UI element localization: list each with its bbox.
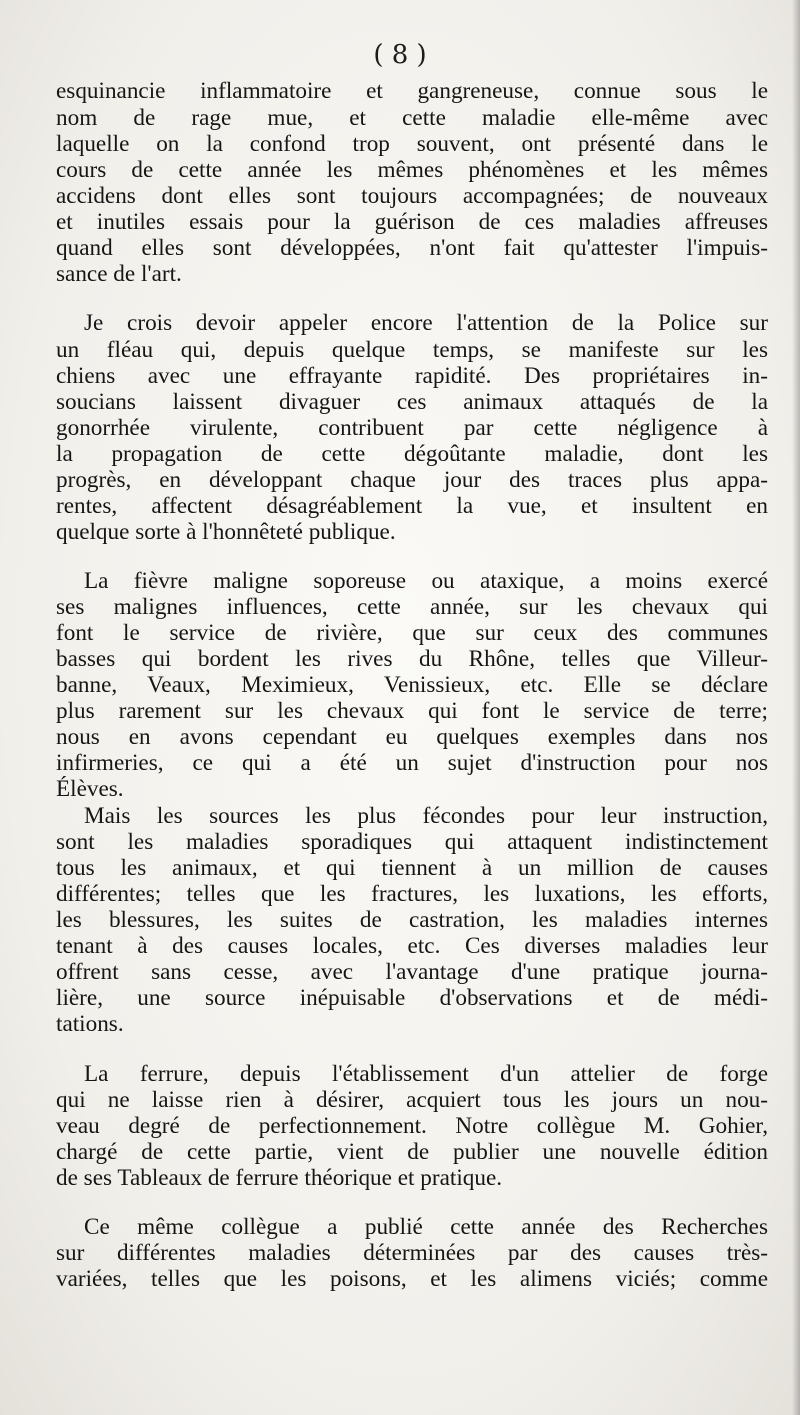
text-line: sur différentes maladies déterminées par des causes très- [56,1240,768,1266]
text-line: lière, une source inépuisable d'observations et de médi- [56,985,768,1011]
text-line: progrès, en développant chaque jour des traces plus appa- [56,467,768,493]
text-line: tenant à des causes locales, etc. Ces diverses maladies leur [56,933,768,959]
text-line: veau degré de perfectionnement. Notre collègue M. Gohier, [56,1113,768,1139]
text-line: Mais les sources les plus fécondes pour leur instruction, [84,803,768,829]
text-line: tous les animaux, et qui tiennent à un million de causes [56,855,768,881]
text-line: La ferrure, depuis l'établissement d'un attelier de forge [84,1061,768,1087]
text-line: chargé de cette partie, vient de publier une nouvelle édition [56,1139,768,1165]
text-line: esquinancie inflammatoire et gangreneuse, connue sous le [56,78,768,104]
text-line: gonorrhée virulente, contribuent par cette négligence à [56,415,768,441]
text-line: laquelle on la confond trop souvent, ont présenté dans le [56,131,768,157]
text-line: différentes; telles que les fractures, les luxations, les efforts, [56,881,768,907]
text-line: Je crois devoir appeler encore l'attention de la Police sur [84,310,768,336]
text-line: quelque sorte à l'honnêteté publique. [56,519,396,545]
text-line: cours de cette année les mêmes phénomènes et les mêmes [56,157,768,183]
text-line: soucians laissent divaguer ces animaux attaqués de la [56,389,768,415]
text-line: les blessures, les suites de castration, les maladies internes [56,907,768,933]
page-edge-shadow [792,0,800,1415]
text-line: ses malignes influences, cette année, sur les chevaux qui [56,594,768,620]
text-line: rentes, affectent désagréablement la vue, et insultent en [56,493,768,519]
text-line: font le service de rivière, que sur ceux des communes [56,620,768,646]
text-line: de ses Tableaux de ferrure théorique et pratique. [56,1165,503,1191]
text-line: variées, telles que les poisons, et les alimens viciés; comme [56,1266,768,1292]
text-line: Élèves. [56,776,124,802]
text-line: plus rarement sur les chevaux qui font le service de terre; [56,698,768,724]
text-line: Ce même collègue a publié cette année des Recherches [84,1214,768,1240]
text-line: offrent sans cesse, avec l'avantage d'une pratique journa- [56,959,768,985]
text-line: sont les maladies sporadiques qui attaquent indistinctement [56,829,768,855]
text-line: nous en avons cependant eu quelques exemples dans nos [56,724,768,750]
text-line: basses qui bordent les rives du Rhône, telles que Villeur- [56,646,768,672]
text-line: banne, Veaux, Meximieux, Venissieux, etc. Elle se déclare [56,672,768,698]
text-line: la propagation de cette dégoûtante maladie, dont les [56,441,768,467]
text-line: quand elles sont développées, n'ont fait qu'attester l'impuis- [56,235,768,261]
text-line: infirmeries, ce qui a été un sujet d'instruction pour nos [56,750,768,776]
text-line: qui ne laisse rien à désirer, acquiert tous les jours un nou- [56,1087,768,1113]
text-line: nom de rage mue, et cette maladie elle-même avec [56,105,768,131]
text-line: tations. [56,1011,124,1037]
page-number: ( 8 ) [373,40,427,70]
text-line: accidens dont elles sont toujours accompagnées; de nouveaux [56,183,768,209]
text-line: sance de l'art. [56,261,182,287]
text-line: chiens avec une effrayante rapidité. Des propriétaires in- [56,363,768,389]
text-line: et inutiles essais pour la guérison de ces maladies affreuses [56,209,768,235]
text-line: un fléau qui, depuis quelque temps, se manifeste sur les [56,337,768,363]
text-line: La fièvre maligne soporeuse ou ataxique, a moins exercé [84,568,768,594]
